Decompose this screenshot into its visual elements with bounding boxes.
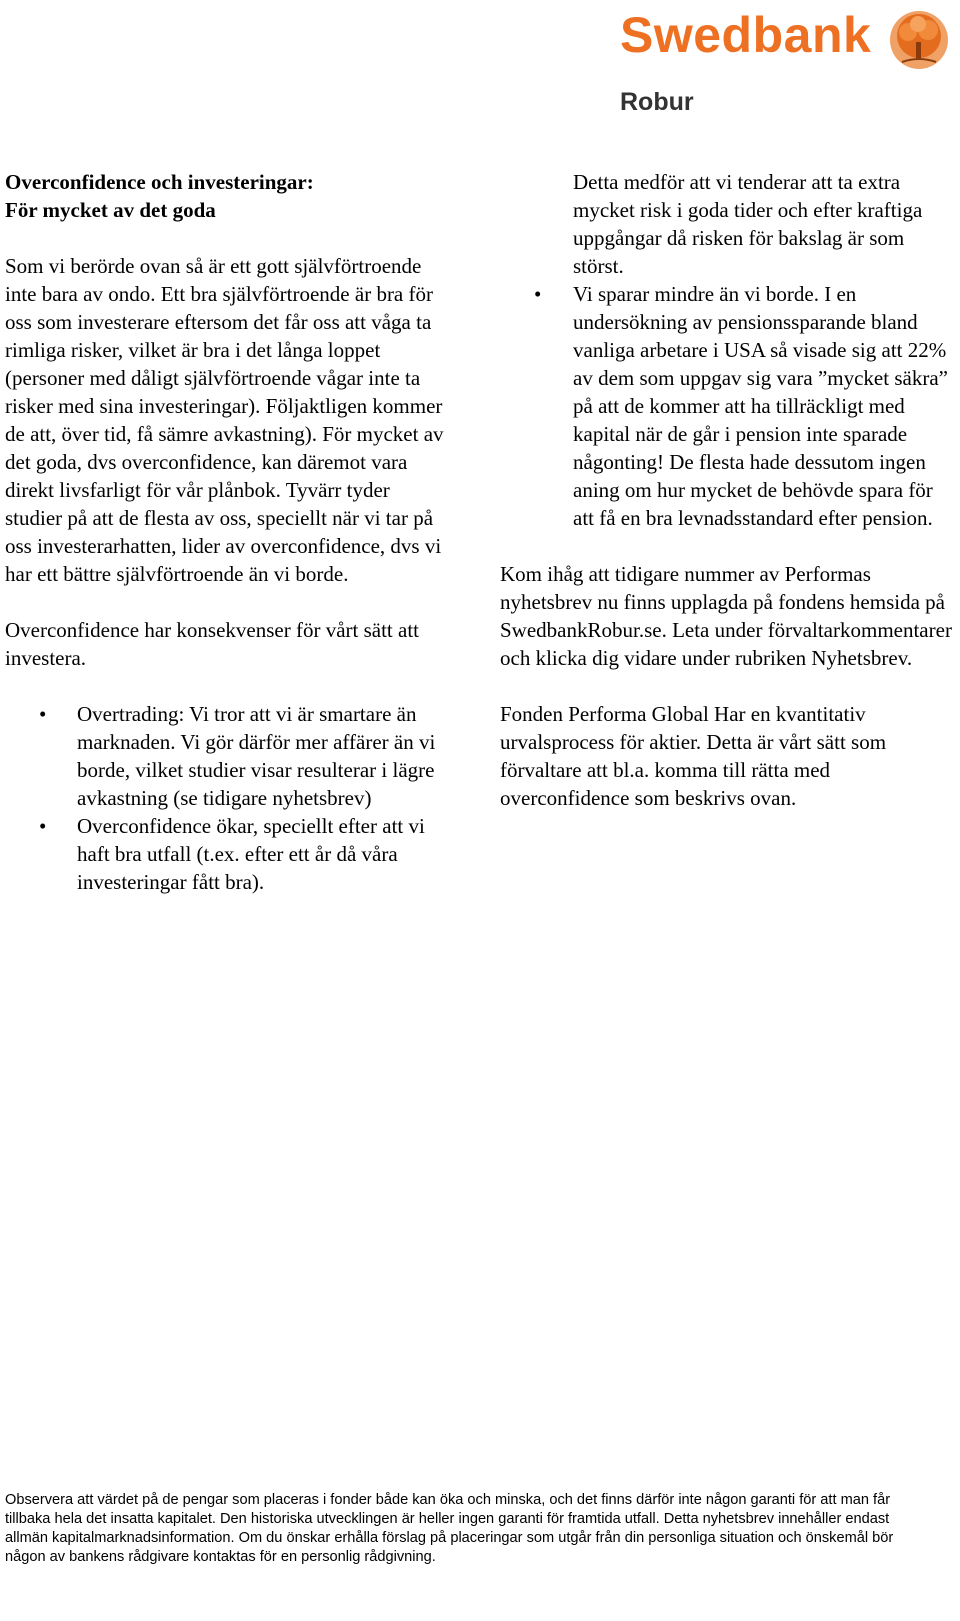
swedbank-robur-logo: [616, 6, 956, 118]
article-title-line2: För mycket av det goda: [5, 198, 216, 222]
disclaimer-footer: Observera att värdet på de pengar som placeras i fonder både kan öka och minska, och det finns därför inte någon garanti för att man får tillbaka hela det insatta kapitalet. Den historiska utvecklingen är heller ingen garanti för framtida utfall. Detta nyhetsbrev innehåller endast allmän kapitalmarknadsinformation. Om du önskar erhålla förslag på placeringar som utgår från din personliga situation och önskemål bör någon av bankens rådgivare kontaktas för en personlig rådgivning.: [5, 1492, 894, 1565]
article-title-line1: Overconfidence och investeringar:: [5, 170, 314, 194]
article-title: [5, 168, 445, 224]
consequences-paragraph: Overconfidence har konsekvenser för vårt sätt att investera.: [5, 618, 419, 670]
logo-brand-text: Swedbank: [620, 7, 872, 63]
oak-tree-icon: [888, 6, 950, 80]
list-item: [516, 280, 956, 532]
consequences-list-continued: [516, 168, 956, 532]
intro-paragraph: Som vi berörde ovan så är ett gott självförtroende inte bara av ondo. Ett bra självförtroende är bra för oss som investerare eftersom det får oss att våga ta rimliga risker, vilket är bra i det långa loppet (personer med dåligt självförtroende vågar inte ta risker med sina investeringar). Följaktligen kommer de att, över tid, få sämre avkastning). För mycket av det goda, dvs overconfidence, kan däremot vara direkt livsfarligt för vår plånbok. Tyvärr tyder studier på att de flesta av oss, speciellt när vi tar på oss investerarhatten, lider av overconfidence, dvs vi har ett bättre självförtroende än vi borde.: [5, 254, 444, 586]
list-item: • Overtrading: Vi tror att vi är smartare än marknaden. Vi gör därför mer affärer än vi borde, vilket studier visar resulterar i lägre avkastning (se tidigare nyhetsbrev): [5, 700, 445, 812]
list-item: • Overconfidence ökar, speciellt efter att vi haft bra utfall (t.ex. efter ett år då våra investeringar fått bra).: [5, 812, 445, 896]
list-item-text: Vi sparar mindre än vi borde. I en undersökning av pensionssparande bland vanliga arbetare i USA så visade sig att 22% av dem som uppgav sig vara ”mycket säkra” på att de kommer att ha tillräckligt med kapital när de går i pension inte sparade någonting! De flesta hade dessutom ingen aning om hur mycket de behövde spara för att få en bra levnadsstandard efter pension.: [573, 282, 948, 530]
list-item-continued: [516, 168, 956, 280]
left-column: [5, 168, 445, 896]
consequences-list: [5, 700, 445, 896]
continued-text: Detta medför att vi tenderar att ta extra mycket risk i goda tider och efter kraftiga uppgångar då risken för bakslag är som störst.: [573, 170, 923, 278]
right-column: [500, 168, 956, 812]
fund-paragraph: Fonden Performa Global Har en kvantitativ urvalsprocess för aktier. Detta är vårt sätt som förvaltare att bl.a. komma till rätta med overconfidence som beskrivs ovan.: [500, 702, 887, 810]
newsletter-paragraph: Kom ihåg att tidigare nummer av Performas nyhetsbrev nu finns upplagda på fondens hemsida på SwedbankRobur.se. Leta under förvaltarkommentarer och klicka dig vidare under rubriken Nyhetsbrev.: [500, 562, 952, 670]
logo-sub-text: Robur: [620, 88, 694, 116]
